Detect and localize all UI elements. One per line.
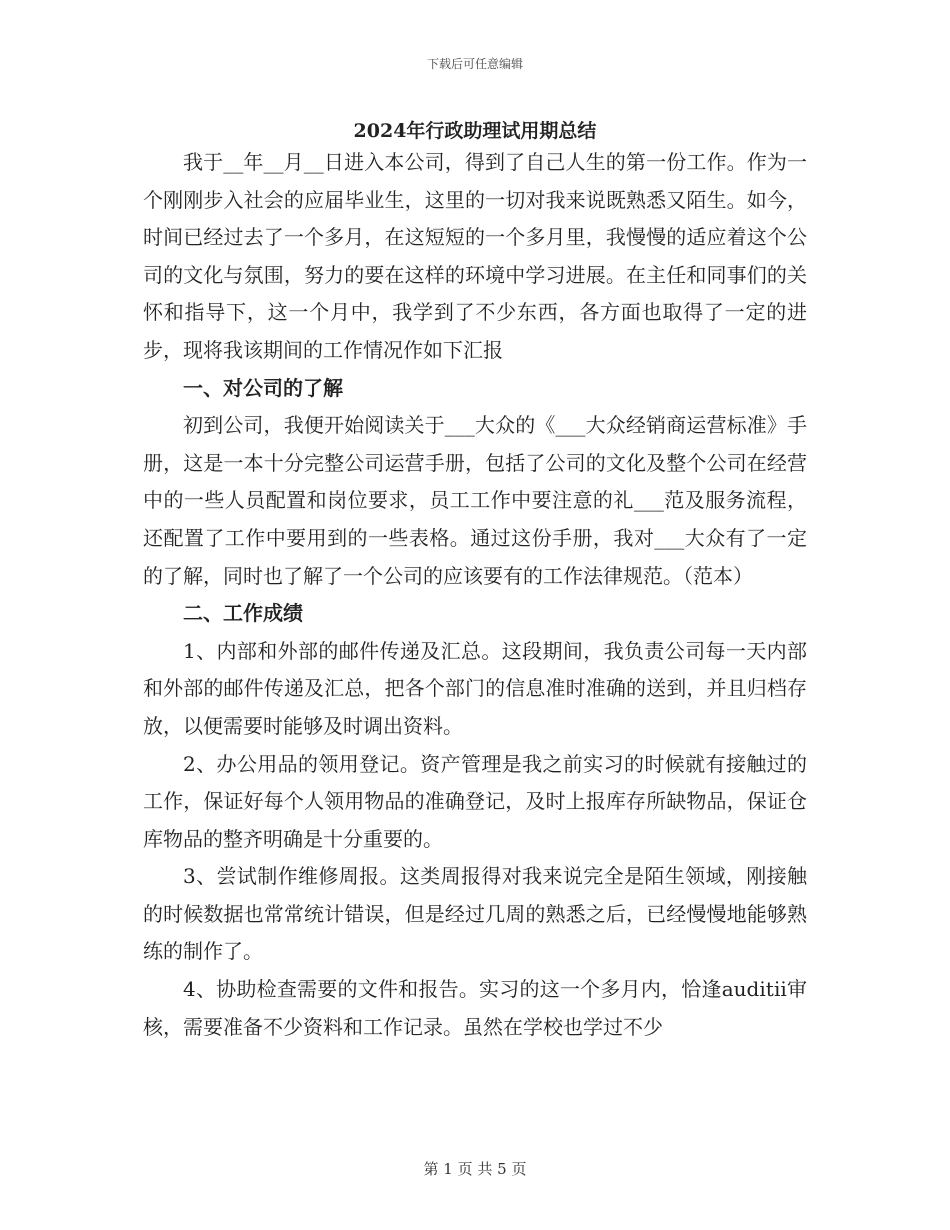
paragraph-item-2: 2、办公用品的领用登记。资产管理是我之前实习的时候就有接触过的工作，保证好每个人领用物品的准确登记，及时上报库存所缺物品，保证仓库物品的整齐明确是十分重要的。 [143,751,807,851]
paragraph-company: 初到公司，我便开始阅读关于___大众的《___大众经销商运营标准》手册，这是一本十分完整公司运营手册，包括了公司的文化及整个公司在经营中的一些人员配置和岗位要求，员工工作中要注意的礼___范及服务流程，还配置了工作中要用到的一些表格。通过这份手册，我对___大众有了一定的了解，同时也了解了一个公司的应该要有的工作法律规范。（范本） [143,413,807,588]
paragraph-item-1: 1、内部和外部的邮件传递及汇总。这段期间，我负责公司每一天内部和外部的邮件传递及汇总，把各个部门的信息准时准确的送到，并且归档存放，以便需要时能够及时调出资料。 [143,638,807,738]
paragraph-item-3: 3、尝试制作维修周报。这类周报得对我来说完全是陌生领域，刚接触的时候数据也常常统计错误，但是经过几周的熟悉之后，已经慢慢地能够熟练的制作了。 [143,864,807,964]
paragraph-intro: 我于__年__月__日进入本公司，得到了自己人生的第一份工作。作为一个刚刚步入社会的应届毕业生，这里的一切对我来说既熟悉又陌生。如今，时间已经过去了一个多月，在这短短的一个多月里，我慢慢的适应着这个公司的文化与氛围，努力的要在这样的环境中学习进展。在主任和同事们的关怀和指导下，这一个月中，我学到了不少东西，各方面也取得了一定的进步，现将我该期间的工作情况作如下汇报 [143,150,807,362]
header-note: 下载后可任意编辑 [426,57,523,71]
paragraph-item-4: 4、协助检查需要的文件和报告。实习的这一个多月内，恰逢auditⅱ审核，需要准备不少资料和工作记录。虽然在学校也学过不少 [143,977,807,1039]
section-heading-achievements: 二、工作成绩 [183,601,303,626]
document-body [143,144,807,1046]
document-title: 2024年行政助理试用期总结 [353,120,597,142]
section-heading-company: 一、对公司的了解 [183,375,343,400]
page-number: 第 1 页 共 5 页 [423,1160,527,1178]
